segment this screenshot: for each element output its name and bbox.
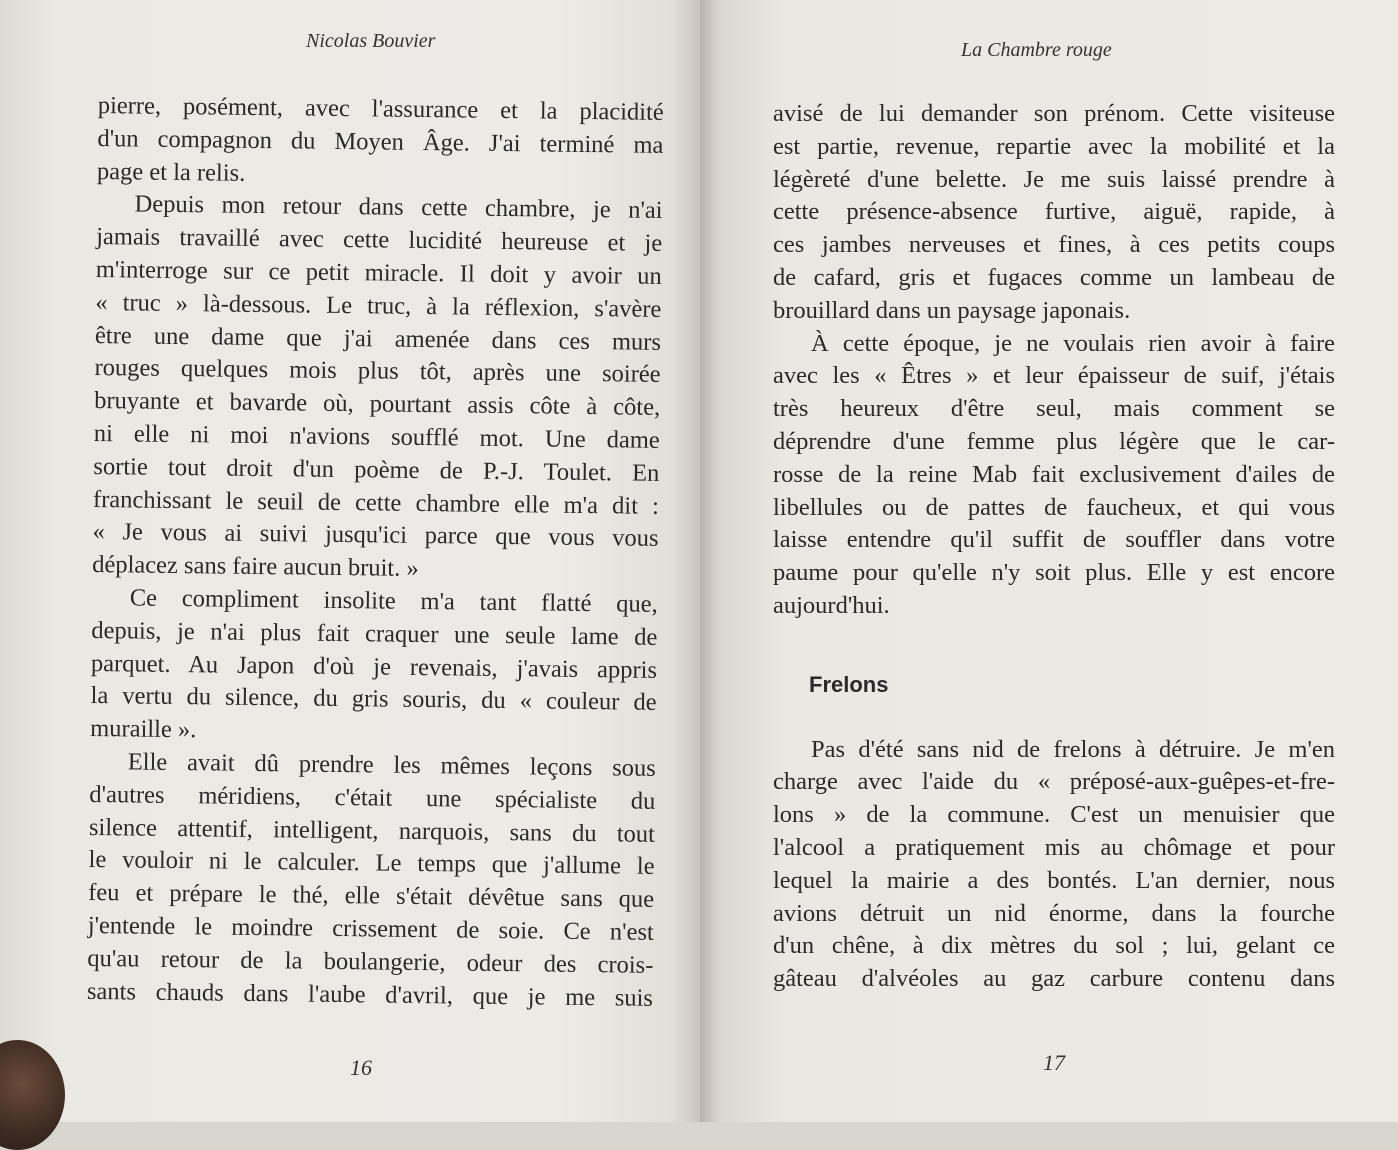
- page-number: 17: [1043, 1050, 1065, 1075]
- text-line: ni elle ni moi n'avions soufflé mot. Une dame: [93, 419, 660, 454]
- text-line: m'interroge sur ce petit miracle. Il doit y avoir un: [95, 255, 662, 290]
- text-line: qu'au retour de la boulangerie, odeur des crois-: [87, 944, 654, 979]
- text-line: la vertu du silence, du gris souris, du « couleur de: [90, 682, 657, 717]
- text-line: d'un chêne, à dix mètres du sol ; lui, gelant ce: [773, 932, 1335, 960]
- text-line: avisé de lui demander son prénom. Cette visiteuse: [773, 100, 1335, 127]
- text-line: jamais travaillé avec cette lucidité heureuse et je: [96, 223, 663, 258]
- text-line: À cette époque, je ne voulais rien avoir à faire: [811, 329, 1335, 357]
- running-head-author: Nicolas Bouvier: [306, 30, 436, 52]
- paragraph: [773, 734, 1335, 996]
- text-line: aujourd'hui.: [773, 591, 890, 619]
- text-line: pierre, posément, avec l'assurance et la placidité: [97, 91, 664, 126]
- text-line: feu et prépare le thé, elle s'était dévêtue sans que: [88, 879, 655, 913]
- text-line: cette présence-absence furtive, aiguë, rapide, à: [773, 198, 1335, 226]
- text-line: sants chauds dans l'aube d'avril, que je me suis: [86, 977, 654, 1012]
- paragraph: [87, 746, 656, 1015]
- section-heading: Frelons: [809, 671, 889, 697]
- text-line: gâteau d'alvéoles au gaz carbure contenu dans: [773, 965, 1335, 993]
- running-head-title: La Chambre rouge: [961, 39, 1112, 61]
- text-line: laisse entendre qu'il suffit de souffler dans votre: [773, 526, 1335, 554]
- text-line: j'entende le moindre crissement de soie. Ce n'est: [87, 911, 654, 946]
- text-line: déplacez sans faire aucun bruit. »: [92, 551, 419, 583]
- text-line: rouges quelques mois plus tôt, après une soirée: [94, 354, 661, 389]
- paragraph: [97, 90, 664, 195]
- text-line: Ce compliment insolite m'a tant flatté que,: [129, 584, 658, 618]
- text-line: silence attentif, intelligent, narquois, sans du tout: [88, 813, 656, 848]
- text-line: d'un compagnon du Moyen Âge. J'ai terminé ma: [97, 124, 664, 159]
- text-line: le vouloir ni le calculer. Le temps que j'allume le: [88, 846, 655, 881]
- text-line: charge avec l'aide du « préposé-aux-guêpes-et-fre-: [773, 768, 1335, 796]
- text-line: avions détruit un nid énorme, dans la fourche: [773, 899, 1335, 927]
- text-line: depuis, je n'ai plus fait craquer une seule lame de: [91, 616, 658, 651]
- text-line: être une dame que j'ai amenée dans ces murs: [94, 321, 662, 356]
- text-line: légèreté d'une belette. Je me suis laissé prendre à: [773, 165, 1335, 193]
- paragraph: [92, 188, 663, 588]
- text-line: de cafard, gris et fugaces comme un lambeau de: [773, 263, 1335, 291]
- text-line: déprendre d'une femme plus légère que le car-: [773, 427, 1335, 455]
- text-line: lequel la mairie a des bontés. L'an dernier, nous: [773, 866, 1335, 894]
- text-line: brouillard dans un paysage japonais.: [773, 296, 1131, 324]
- text-line: d'autres méridiens, c'était une spécialiste du: [89, 780, 656, 815]
- text-line: « Je vous ai suivi jusqu'ici parce que vous vous: [92, 518, 659, 553]
- text-line: l'alcool a pratiquement mis au chômage et pour: [773, 833, 1335, 861]
- text-line: muraille ».: [90, 715, 197, 744]
- text-line: est partie, revenue, repartie avec la mobilité et la: [773, 132, 1335, 160]
- text-line: rosse de la reine Mab fait exclusivement d'ailes de: [773, 460, 1335, 488]
- left-page: [0, 0, 700, 1122]
- text-line: franchissant le seuil de cette chambre elle m'a dit :: [92, 485, 660, 520]
- paragraph: [773, 328, 1335, 623]
- paragraph: [90, 582, 658, 753]
- text-line: parquet. Au Japon d'où je revenais, j'avais appris: [90, 649, 658, 684]
- paragraph: [773, 98, 1335, 328]
- text-line: bruyante et bavarde où, pourtant assis côte à côte,: [94, 387, 661, 422]
- text-line: Pas d'été sans nid de frelons à détruire. Je m'en: [811, 735, 1335, 763]
- text-line: libellules ou de pattes de faucheux, et qui vous: [773, 493, 1335, 521]
- right-page-body: [773, 98, 1335, 996]
- text-line: page et la relis.: [96, 157, 246, 187]
- page-number: 16: [350, 1055, 372, 1080]
- text-line: avec les « Êtres » et leur épaisseur de suif, j'étais: [773, 362, 1335, 390]
- text-line: Elle avait dû prendre les mêmes leçons sous: [127, 748, 656, 782]
- text-line: sortie tout droit d'un poème de P.-J. Toulet. En: [93, 452, 660, 487]
- text-line: lons » de la commune. C'est un menuisier que: [773, 801, 1335, 829]
- text-line: « truc » là-dessous. Le truc, à la réflexion, s'avère: [95, 288, 662, 323]
- text-line: ces jambes nerveuses et fines, à ces petits coups: [773, 231, 1335, 259]
- text-line: paume pour qu'elle n'y soit plus. Elle y est encore: [773, 559, 1335, 587]
- left-page-body: [87, 90, 664, 1015]
- text-line: Depuis mon retour dans cette chambre, je n'ai: [134, 190, 663, 225]
- thumb-photo: [0, 1040, 65, 1150]
- text-line: très heureux d'être seul, mais comment se: [773, 395, 1335, 423]
